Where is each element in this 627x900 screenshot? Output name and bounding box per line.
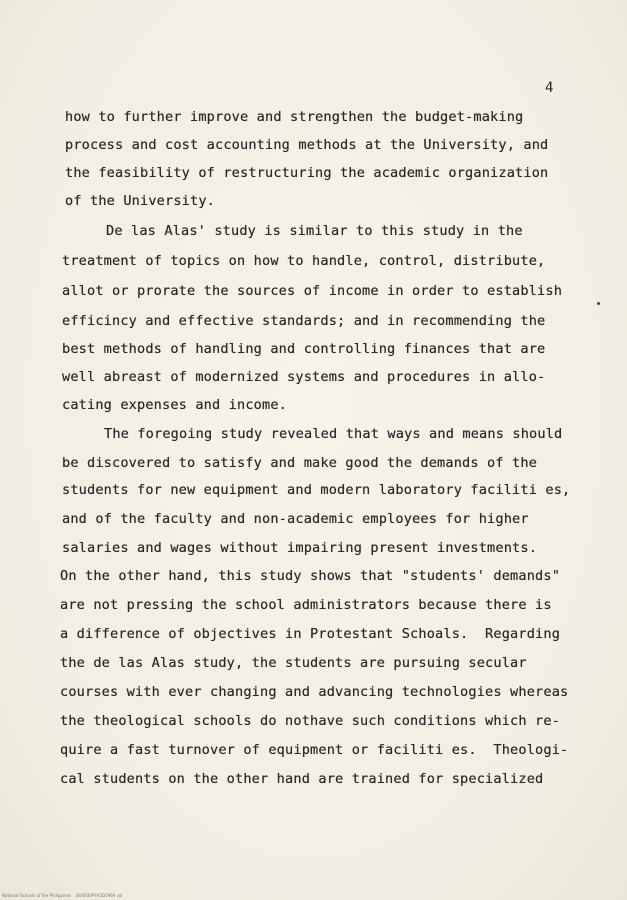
- text-line: the feasibility of restructuring the academic organization: [65, 165, 549, 181]
- text-line: and of the faculty and non-academic employees for higher: [62, 511, 529, 527]
- text-line: De las Alas' study is similar to this study in the: [106, 223, 523, 239]
- text-line: are not pressing the school administrators because there is: [60, 597, 552, 613]
- text-line: the theological schools do nothave such conditions which re-: [60, 713, 561, 729]
- text-line: allot or prorate the sources of income in order to establish: [62, 283, 563, 299]
- ink-speck: [597, 302, 600, 305]
- text-line: best methods of handling and controlling finances that are: [62, 341, 546, 357]
- archive-footer: National Schools of the Philippines BV4030P7A5D1969 vol: [2, 893, 123, 898]
- text-line: The foregoing study revealed that ways and means should: [104, 426, 563, 442]
- text-line: quire a fast turnover of equipment or faciliti es. Theologi-: [60, 742, 569, 758]
- text-line: of the University.: [65, 193, 216, 209]
- text-line: a difference of objectives in Protestant Schoals. Regarding: [60, 626, 561, 642]
- text-line: salaries and wages without impairing present investments.: [62, 540, 538, 556]
- text-line: students for new equipment and modern laboratory faciliti es,: [62, 482, 571, 498]
- text-line: On the other hand, this study shows that "students' demands": [60, 568, 561, 584]
- text-line: how to further improve and strengthen the budget-making: [65, 109, 524, 125]
- text-line: process and cost accounting methods at the University, and: [65, 137, 549, 153]
- text-line: cal students on the other hand are trained for specialized: [60, 771, 544, 787]
- text-line: cating expenses and income.: [62, 397, 288, 413]
- text-line: well abreast of modernized systems and procedures in allo-: [62, 369, 546, 385]
- page-number: 4: [545, 80, 554, 96]
- text-line: courses with ever changing and advancing technologies whereas: [60, 684, 569, 700]
- text-line: efficincy and effective standards; and in recommending the: [62, 313, 546, 329]
- text-line: treatment of topics on how to handle, control, distribute,: [62, 253, 546, 269]
- text-line: be discovered to satisfy and make good the demands of the: [62, 455, 538, 471]
- text-line: the de las Alas study, the students are pursuing secular: [60, 655, 527, 671]
